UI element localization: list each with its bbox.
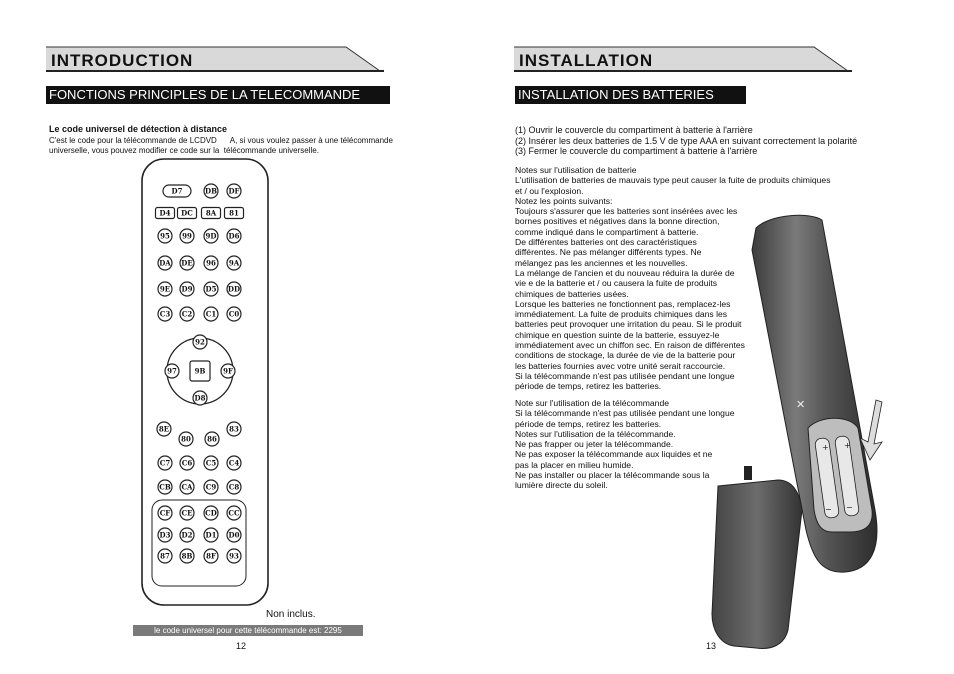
- remote-key: [204, 282, 218, 296]
- remote-key-label: C6: [181, 458, 193, 468]
- remote-key-label: C9: [205, 482, 217, 492]
- remote-key: [204, 229, 218, 243]
- remote-key: [158, 456, 172, 470]
- battery-note-line: immédiatement. La fuite de produits chimiques dans les: [515, 309, 728, 320]
- remote-key: [158, 229, 172, 243]
- remote-key: [180, 456, 194, 470]
- remote-key-label: DC: [181, 208, 193, 218]
- remote-key-label: 9F: [223, 366, 233, 376]
- battery-installation-illustration: [700, 210, 900, 650]
- remote-key: [227, 256, 241, 270]
- remote-control-illustration: [140, 158, 270, 608]
- page-number-left: 12: [236, 641, 247, 651]
- remote-key-label: D7: [171, 186, 183, 196]
- remote-key: [227, 307, 241, 321]
- remote-key: [204, 480, 218, 494]
- remote-key: [204, 307, 218, 321]
- remote-key-label: C1: [205, 309, 217, 319]
- remote-key: [179, 432, 193, 446]
- svg-text:−: −: [846, 503, 853, 512]
- remote-key-label: D4: [159, 208, 171, 218]
- remote-key-label: CE: [181, 508, 193, 518]
- battery-note-line: Si la télécommande n'est pas utilisée pendant une longue: [515, 370, 735, 381]
- remote-key: [180, 480, 194, 494]
- remote-note-line: pas la placer en milieu humide.: [515, 459, 634, 470]
- intro-line-2: universelle, vous pouvez modifier ce code sur la télécommande universelle.: [49, 146, 319, 155]
- battery-note-line: Lorsque les batteries ne fonctionnent pas, remplacez-les: [515, 298, 731, 309]
- remote-key: [204, 184, 218, 198]
- remote-note-line: Notes sur l'utilisation de la télécommande.: [515, 428, 676, 439]
- remote-key-label: D3: [159, 530, 171, 540]
- remote-key-label: DE: [181, 258, 193, 268]
- remote-key: [193, 391, 207, 405]
- remote-key-label: D5: [205, 284, 217, 294]
- battery-note-line: chimiques de batteries usées.: [515, 288, 629, 299]
- remote-key: [180, 528, 194, 542]
- intro-line-1: C'est le code pour la télécommande de LCDVD A, si vous voulez passer à une télécommande: [49, 136, 393, 145]
- remote-key-label: D8: [194, 393, 206, 403]
- remote-key: [158, 480, 172, 494]
- svg-text:+: +: [844, 441, 851, 450]
- universal-code-footer: le code universel pour cette télécommande est: 2295: [133, 625, 363, 636]
- remote-key: [158, 506, 172, 520]
- step-2: (2) Insérer les deux batteries de 1.5 V de type AAA en suivant correctement la polarité: [515, 135, 858, 146]
- remote-key: [158, 307, 172, 321]
- remote-key-label: 81: [229, 208, 239, 218]
- remote-note-line: Si la télécommande n'est pas utilisée pendant une longue: [515, 408, 735, 419]
- remote-key: [158, 528, 172, 542]
- remote-key-label: DA: [159, 258, 171, 268]
- installation-steps: [515, 125, 857, 157]
- battery-note-line: différentes. Ne pas mélanger différents types. Ne: [515, 247, 702, 258]
- remote-note-line: lumière directe du soleil.: [515, 480, 608, 491]
- remote-key: [178, 208, 197, 219]
- remote-key-label: 8E: [158, 424, 170, 434]
- remote-key-label: 80: [181, 434, 191, 444]
- step-3: (3) Fermer le couvercle du compartiment à batterie à l'arrière: [515, 146, 758, 156]
- remote-key: [227, 282, 241, 296]
- battery-note-line: les batteries fournies avec votre unité serait raccourcie.: [515, 360, 726, 371]
- battery-cover: [712, 480, 802, 648]
- remote-key-label: 95: [160, 231, 170, 241]
- remote-key-label: CF: [159, 508, 171, 518]
- remote-note-line: Ne pas frapper ou jeter la télécommande.: [515, 439, 674, 450]
- remote-key-label: DB: [205, 186, 217, 196]
- remote-key-label: DF: [228, 186, 240, 196]
- feature-title: Le code universel de détection à distance: [49, 124, 228, 134]
- remote-key: [204, 528, 218, 542]
- remote-key: [157, 422, 171, 436]
- remote-key: [227, 456, 241, 470]
- step-1: (1) Ouvrir le couvercle du compartiment à batterie à l'arrière: [515, 125, 753, 135]
- remote-key-label: 9B: [194, 366, 206, 376]
- remote-key-label: 9A: [228, 258, 240, 268]
- remote-key: [227, 480, 241, 494]
- remote-key-label: C8: [228, 482, 240, 492]
- remote-note-line: Ne pas exposer la télécommande aux liquides et ne: [515, 449, 713, 460]
- remote-key: [202, 208, 221, 219]
- remote-key-label: D0: [228, 530, 240, 540]
- remote-key-label: 8A: [205, 208, 217, 218]
- remote-key: [227, 422, 241, 436]
- remote-key-label: CD: [205, 508, 217, 518]
- remote-key: [204, 549, 218, 563]
- remote-key: [227, 506, 241, 520]
- remote-key-label: CA: [181, 482, 193, 492]
- brand-logo-icon: ✕: [796, 398, 806, 411]
- remote-key-label: 96: [206, 258, 216, 268]
- remote-key: [204, 506, 218, 520]
- battery-note-line: comme indiqué dans le compartiment à batterie.: [515, 226, 699, 237]
- battery-note-line: mélangez pas les anciennes et les nouvelles.: [515, 257, 688, 268]
- remote-key-label: CC: [228, 508, 240, 518]
- remote-key-label: C4: [228, 458, 240, 468]
- battery-note-line: Toujours s'assurer que les batteries sont insérées avec les: [515, 206, 738, 217]
- remote-note-line: Note sur l'utilisation de la télécommande: [515, 398, 670, 408]
- remote-key-label: 93: [229, 551, 239, 561]
- remote-key: [180, 256, 194, 270]
- remote-key-label: 97: [167, 366, 177, 376]
- remote-key-label: C7: [159, 458, 171, 468]
- remote-key: [225, 208, 244, 219]
- battery-note-line: De différentes batteries ont des caractéristiques: [515, 237, 697, 248]
- remote-key: [204, 256, 218, 270]
- remote-key-label: C2: [181, 309, 193, 319]
- remote-key: [156, 208, 175, 219]
- cover-latch: [744, 466, 752, 480]
- remote-key-label: CB: [159, 482, 171, 492]
- remote-key-label: 8B: [181, 551, 193, 561]
- battery-note-line: période de temps, retirez les batteries.: [515, 381, 662, 392]
- remote-key: [190, 361, 210, 381]
- remote-key: [158, 256, 172, 270]
- remote-note-line: Ne pas installer ou placer la télécommande sous la: [515, 470, 710, 481]
- page-heading-installation: INSTALLATION: [519, 51, 654, 70]
- battery-note-line: immédiatement avec un chiffon sec. En raison de différentes: [515, 340, 745, 351]
- remote-key: [180, 506, 194, 520]
- remote-key: [158, 282, 172, 296]
- battery-note-line: batteries peut provoquer une irritation du peau. Si le produit: [515, 319, 742, 330]
- remote-key-label: 8F: [206, 551, 216, 561]
- remote-key-label: 9D: [205, 231, 217, 241]
- remote-key: [180, 307, 194, 321]
- battery-note-line: et / ou l'explosion.: [515, 185, 584, 196]
- remote-key-label: C5: [205, 458, 217, 468]
- battery-note-line: Notez les points suivants:: [515, 195, 613, 206]
- remote-key-label: 99: [182, 231, 192, 241]
- svg-text:+: +: [822, 443, 829, 452]
- remote-key: [180, 282, 194, 296]
- remote-key-label: D6: [228, 231, 240, 241]
- remote-key: [227, 528, 241, 542]
- remote-key: [205, 432, 219, 446]
- remote-key-label: D2: [181, 530, 193, 540]
- remote-key-label: 87: [160, 551, 170, 561]
- remote-key: [165, 364, 179, 378]
- battery-note-line: vie e de la batterie et / ou causera la fuite de produits: [515, 278, 718, 289]
- remote-key: [227, 184, 241, 198]
- battery-note-line: bornes positives et négatives dans la bonne direction,: [515, 216, 720, 227]
- subheading-functions: FONCTIONS PRINCIPLES DE LA TELECOMMANDE: [46, 86, 390, 104]
- remote-key-label: DD: [227, 284, 241, 294]
- remote-key: [227, 549, 241, 563]
- remote-note-line: période de temps, retirez les batteries.: [515, 418, 662, 429]
- remote-key: [163, 185, 191, 197]
- remote-key: [180, 229, 194, 243]
- subheading-batteries: INSTALLATION DES BATTERIES: [515, 86, 746, 104]
- page-number-right: 13: [706, 641, 717, 651]
- remote-key: [204, 456, 218, 470]
- battery-note-line: La mélange de l'ancien et du nouveau réduira la durée de: [515, 267, 735, 278]
- remote-key: [193, 335, 207, 349]
- remote-key-label: C0: [228, 309, 240, 319]
- remote-key: [227, 229, 241, 243]
- remote-key: [180, 549, 194, 563]
- svg-text:−: −: [825, 505, 832, 514]
- remote-key-label: D9: [181, 284, 193, 294]
- remote-key: [221, 364, 235, 378]
- page-heading-introduction: INTRODUCTION: [51, 51, 194, 70]
- remote-key: [158, 549, 172, 563]
- remote-key-label: D1: [205, 530, 217, 540]
- remote-key-label: 86: [207, 434, 217, 444]
- remote-key-label: C3: [159, 309, 171, 319]
- remote-key-label: 92: [195, 337, 205, 347]
- remote-key-label: 83: [229, 424, 239, 434]
- battery-note-line: Notes sur l'utilisation de batterie: [515, 165, 637, 175]
- not-included-note: Non inclus.: [266, 609, 316, 620]
- battery-note-line: L'utilisation de batteries de mauvais type peut causer la fuite de produits chimiques: [515, 175, 831, 186]
- battery-note-line: conditions de stockage, la durée de vie de la batterie pour: [515, 350, 736, 361]
- battery-note-line: chimique en question suinte de la batterie, essuyez-le: [515, 329, 720, 340]
- remote-key-label: 9E: [159, 284, 171, 294]
